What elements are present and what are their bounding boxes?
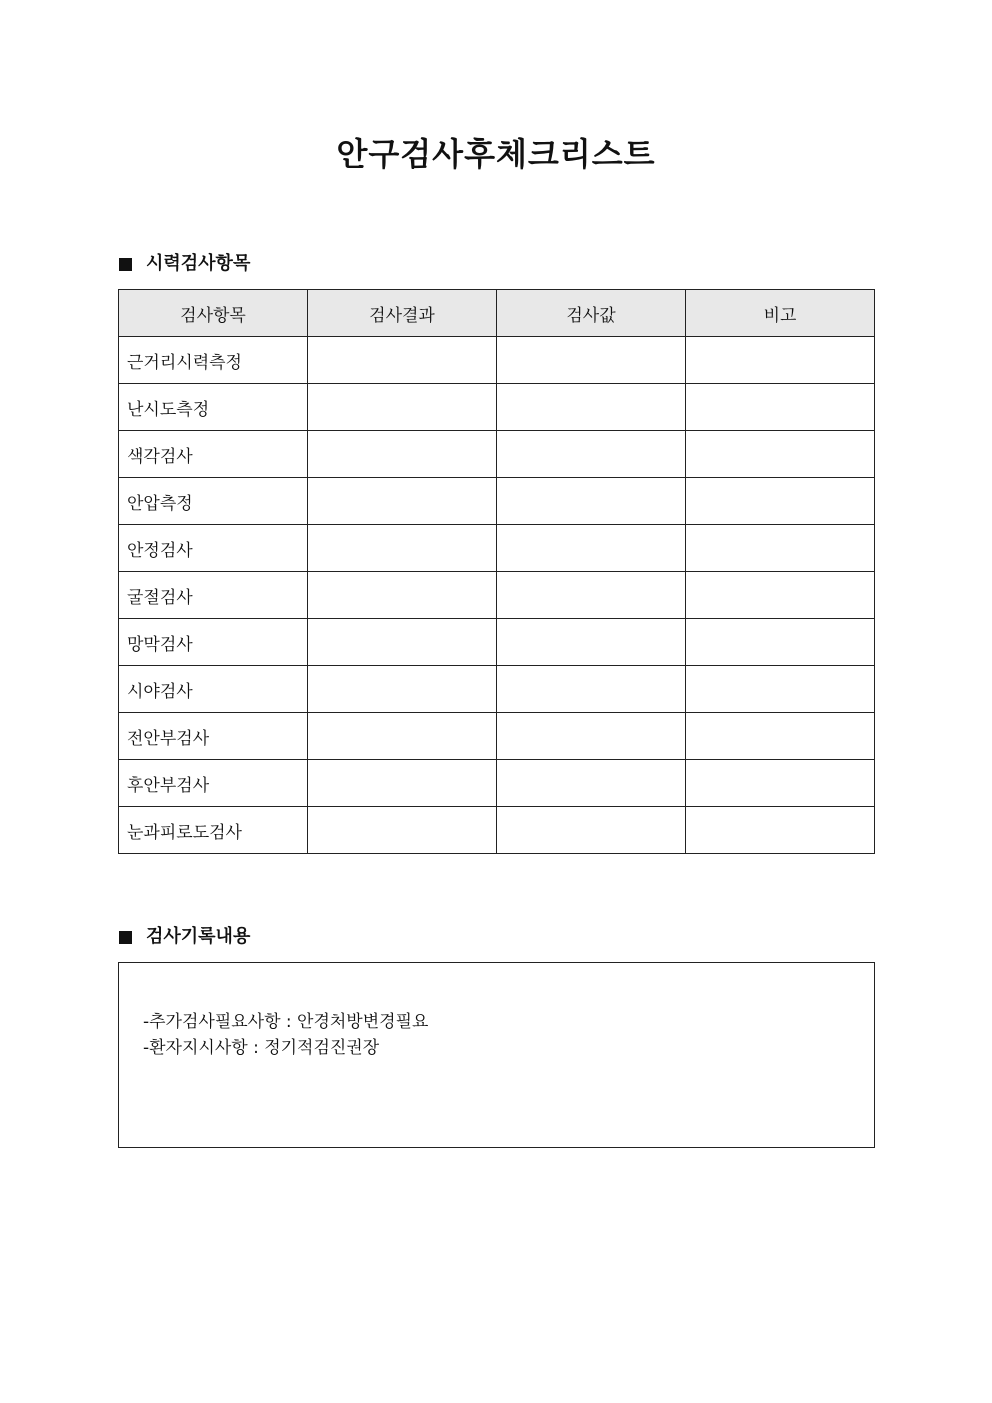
item-name-cell: 눈과피로도검사: [119, 807, 308, 854]
item-name-cell: 전안부검사: [119, 713, 308, 760]
result-cell[interactable]: [308, 713, 497, 760]
table-row: [119, 431, 875, 478]
value-cell[interactable]: [497, 525, 686, 572]
header-cell-value: 검사값: [497, 290, 686, 337]
item-name-cell: 안정검사: [119, 525, 308, 572]
result-cell[interactable]: [308, 760, 497, 807]
note-cell[interactable]: [686, 572, 875, 619]
record-line: -추가검사필요사항 : 안경처방변경필요: [143, 1012, 429, 1032]
result-cell[interactable]: [308, 666, 497, 713]
note-cell[interactable]: [686, 478, 875, 525]
table-row: [119, 666, 875, 713]
document-title: 안구검사후체크리스트: [336, 135, 656, 173]
section-heading-records: [119, 925, 250, 949]
note-cell[interactable]: [686, 431, 875, 478]
note-cell[interactable]: [686, 760, 875, 807]
item-name-cell: 굴절검사: [119, 572, 308, 619]
result-cell[interactable]: [308, 572, 497, 619]
section-heading-label: 검사기록내용: [146, 926, 251, 947]
value-cell[interactable]: [497, 666, 686, 713]
table-row: [119, 760, 875, 807]
record-notes-box[interactable]: [118, 962, 875, 1148]
table-row: [119, 337, 875, 384]
result-cell[interactable]: [308, 384, 497, 431]
value-cell[interactable]: [497, 619, 686, 666]
note-cell[interactable]: [686, 807, 875, 854]
value-cell[interactable]: [497, 807, 686, 854]
table-row: [119, 525, 875, 572]
value-cell[interactable]: [497, 337, 686, 384]
table-row: [119, 619, 875, 666]
table-row: [119, 478, 875, 525]
section-heading-label: 시력검사항목: [146, 253, 251, 274]
header-cell-result: 검사결과: [308, 290, 497, 337]
table-row: [119, 572, 875, 619]
table-row: [119, 713, 875, 760]
result-cell[interactable]: [308, 525, 497, 572]
record-line: -환자지시사항 : 정기적검진권장: [143, 1038, 380, 1058]
item-name-cell: 근거리시력측정: [119, 337, 308, 384]
item-name-cell: 색각검사: [119, 431, 308, 478]
vision-test-table: [118, 289, 875, 854]
note-cell[interactable]: [686, 713, 875, 760]
table-row: [119, 807, 875, 854]
result-cell[interactable]: [308, 478, 497, 525]
item-name-cell: 시야검사: [119, 666, 308, 713]
record-notes-text: [143, 1009, 428, 1061]
value-cell[interactable]: [497, 760, 686, 807]
result-cell[interactable]: [308, 337, 497, 384]
note-cell[interactable]: [686, 384, 875, 431]
result-cell[interactable]: [308, 807, 497, 854]
result-cell[interactable]: [308, 431, 497, 478]
item-name-cell: 안압측정: [119, 478, 308, 525]
table-header-row: [119, 290, 875, 337]
item-name-cell: 망막검사: [119, 619, 308, 666]
note-cell[interactable]: [686, 337, 875, 384]
value-cell[interactable]: [497, 572, 686, 619]
note-cell[interactable]: [686, 525, 875, 572]
header-cell-item: 검사항목: [119, 290, 308, 337]
section-heading-vision-tests: [119, 252, 250, 276]
square-bullet-icon: [119, 258, 132, 271]
note-cell[interactable]: [686, 619, 875, 666]
square-bullet-icon: [119, 931, 132, 944]
note-cell[interactable]: [686, 666, 875, 713]
value-cell[interactable]: [497, 478, 686, 525]
value-cell[interactable]: [497, 384, 686, 431]
item-name-cell: 난시도측정: [119, 384, 308, 431]
table-row: [119, 384, 875, 431]
item-name-cell: 후안부검사: [119, 760, 308, 807]
header-cell-note: 비고: [686, 290, 875, 337]
value-cell[interactable]: [497, 431, 686, 478]
value-cell[interactable]: [497, 713, 686, 760]
result-cell[interactable]: [308, 619, 497, 666]
